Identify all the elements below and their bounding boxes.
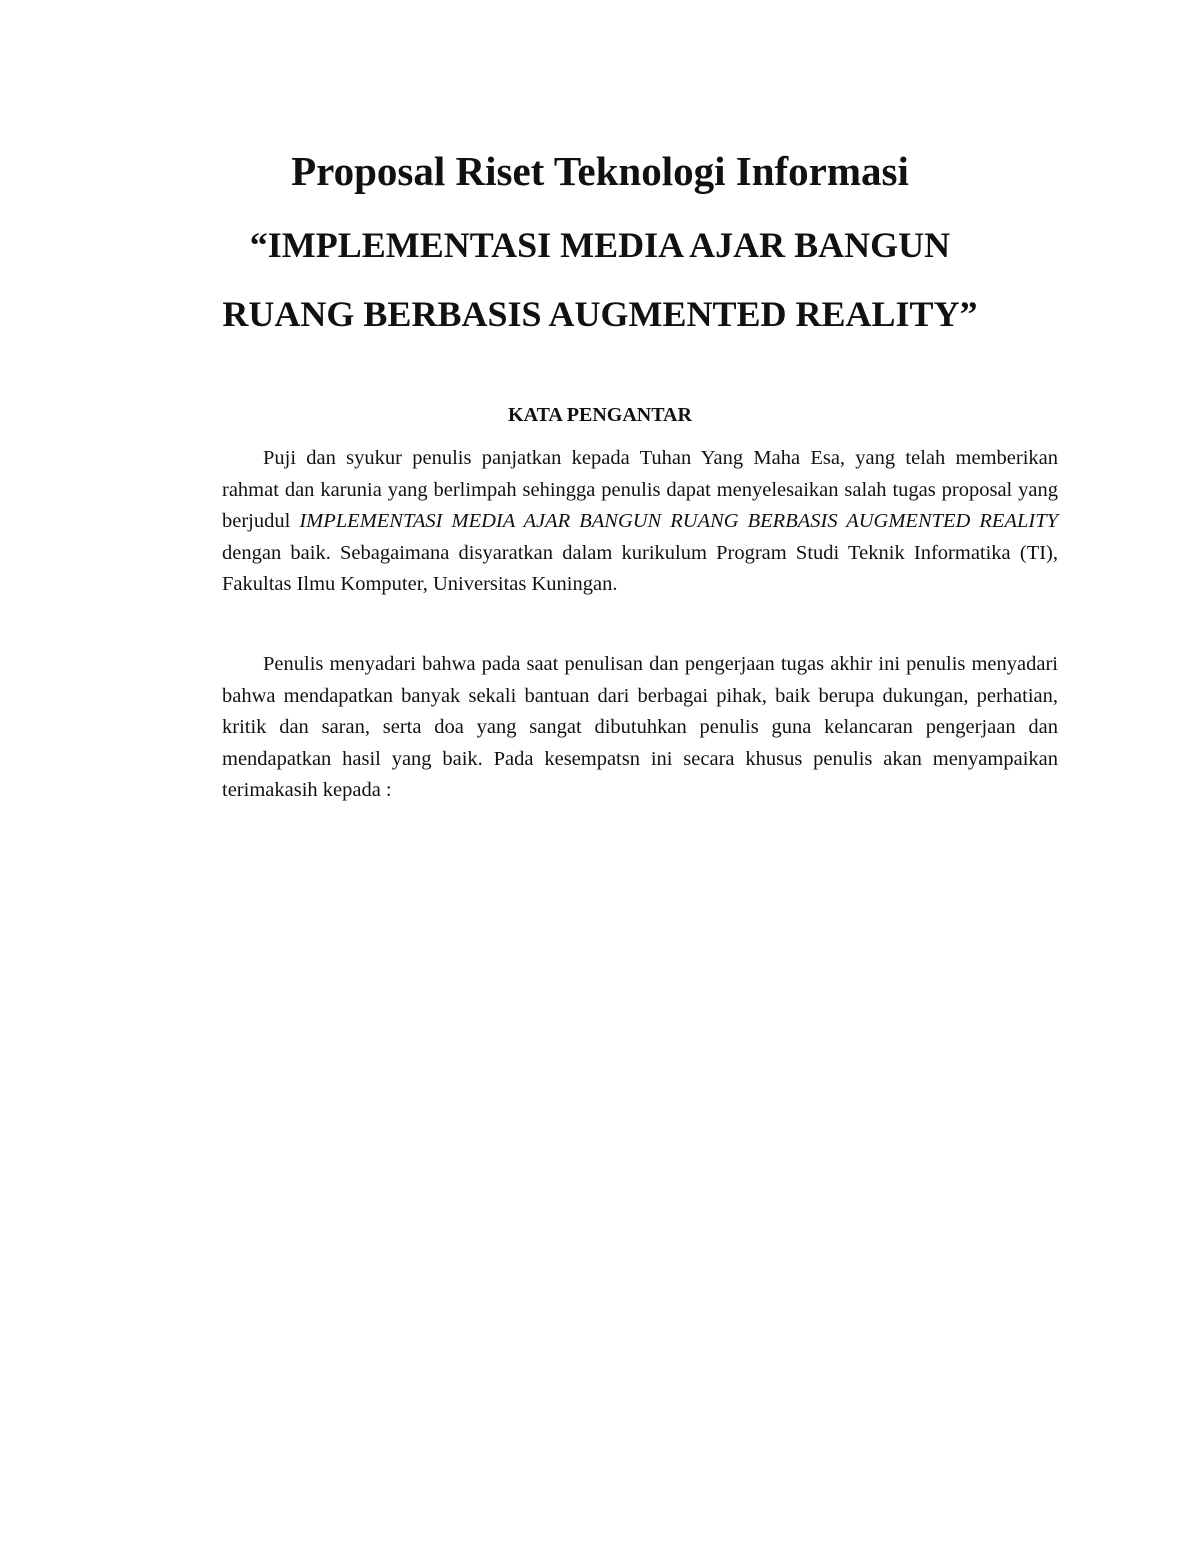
document-title: Proposal Riset Teknologi Informasi xyxy=(291,148,909,194)
paragraph-1 xyxy=(222,443,1058,601)
paragraph-2: Penulis menyadari bahwa pada saat penulisan dan pengerjaan tugas akhir ini penulis menyadari bahwa mendapatkan banyak sekali bantuan dari berbagai pihak, baik berupa dukungan, perhatian, kritik dan saran, serta doa yang sangat dibutuhkan penulis guna kelancaran pengerjaan dan mendapatkan hasil yang baik. Pada kesempatsn ini secara khusus penulis akan menyampaikan terimakasih kepada : xyxy=(222,653,1058,801)
paragraph-1-italic-title: IMPLEMENTASI MEDIA AJAR BANGUN RUANG BERBASIS AUGMENTED REALITY xyxy=(299,510,1058,532)
section-heading-kata-pengantar: KATA PENGANTAR xyxy=(508,404,692,426)
paragraph-1-text-start: Puji dan syukur penulis panjatkan kepada Tuhan Yang Maha Esa, yang telah memberikan rahmat dan karunia yang berlimpah sehingga penulis dapat menyelesaikan salah tugas proposal yang berjudul xyxy=(222,447,1058,532)
paragraph-1-text-end: dengan baik. Sebagaimana disyaratkan dalam kurikulum Program Studi Teknik Informatika (TI), Fakultas Ilmu Komputer, Universitas Kuningan. xyxy=(222,541,1058,595)
document-subtitle-line-1: “IMPLEMENTASI MEDIA AJAR BANGUN xyxy=(249,225,951,265)
document-subtitle-line-2: RUANG BERBASIS AUGMENTED REALITY” xyxy=(222,294,978,334)
